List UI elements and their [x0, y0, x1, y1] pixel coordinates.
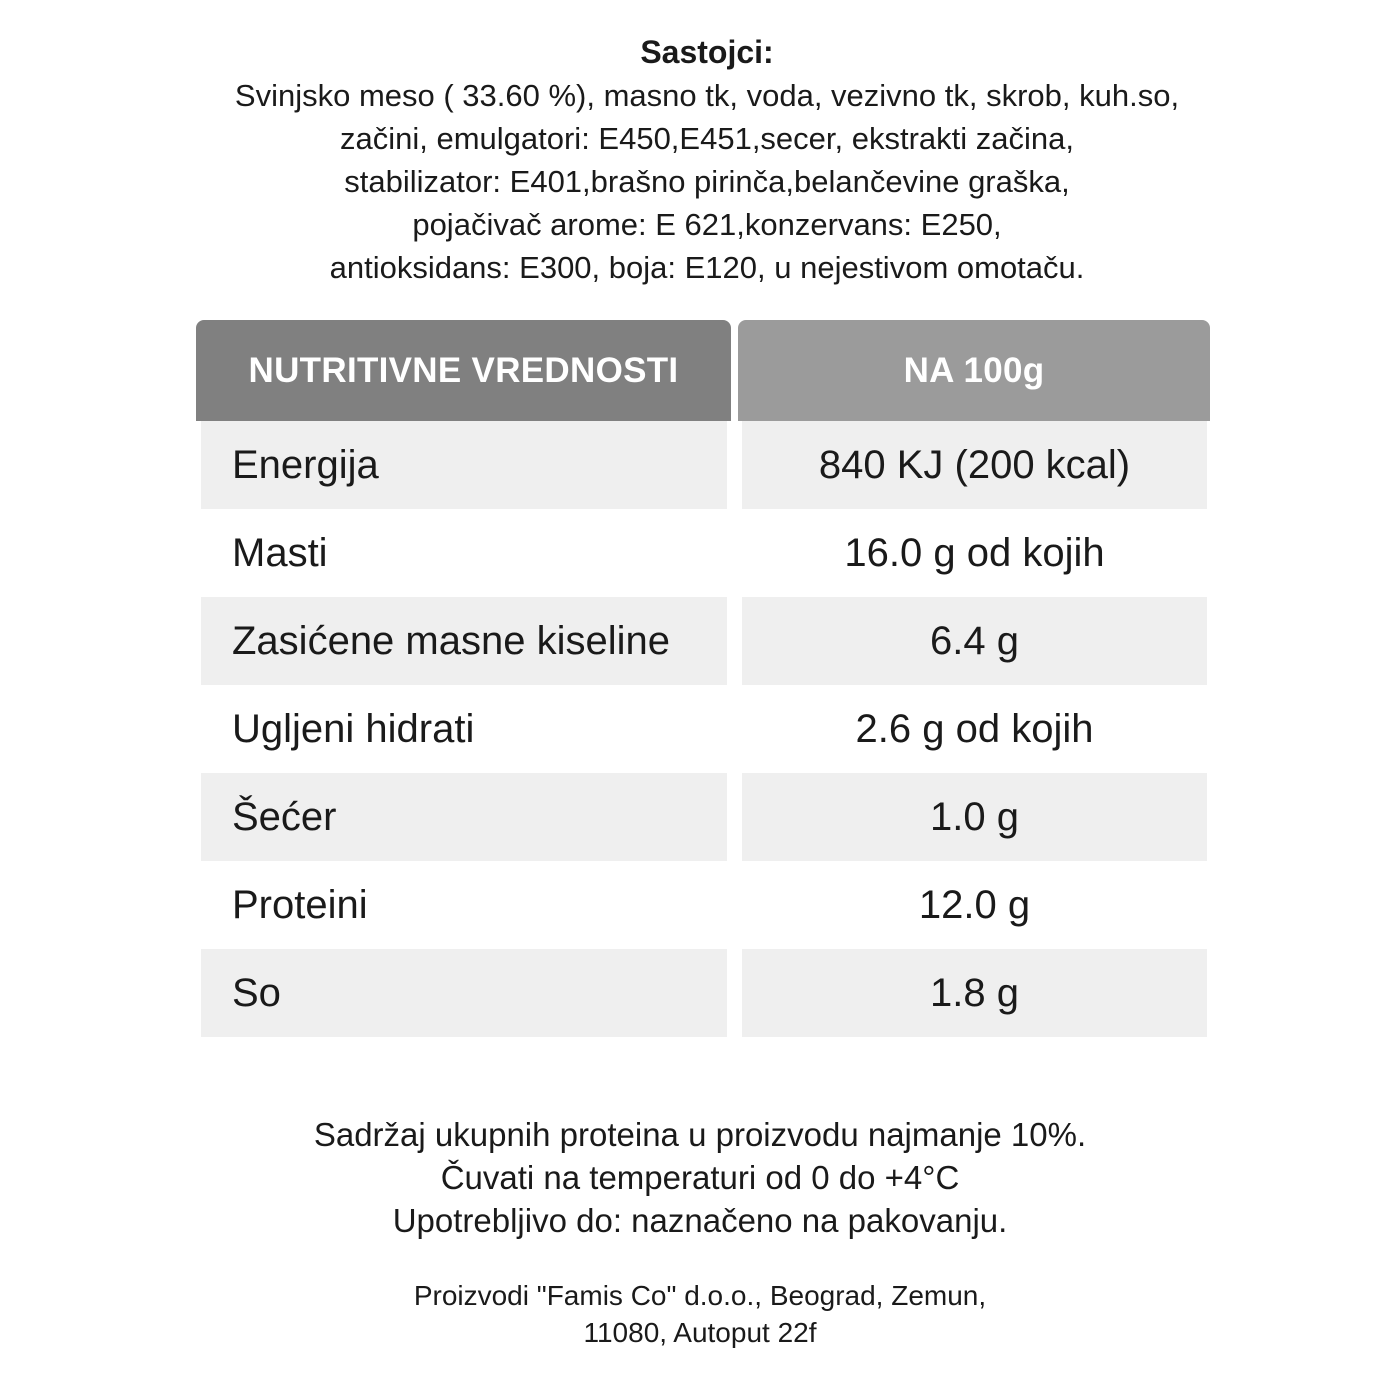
- row-label: So: [201, 949, 727, 1037]
- producer-address: 11080, Autoput 22f: [583, 1317, 817, 1348]
- header-label-cell: NUTRITIVNE VREDNOSTI: [196, 320, 731, 421]
- row-label: Zasićene masne kiseline: [201, 597, 727, 685]
- row-value: 1.8 g: [742, 949, 1207, 1037]
- ingredients-line: stabilizator: E401,brašno pirinča,belančevine graška,: [344, 164, 1070, 199]
- row-label: Energija: [201, 421, 727, 509]
- best-before-note: Upotrebljivo do: naznačeno na pakovanju.: [392, 1202, 1008, 1239]
- ingredients-line: pojačivač arome: E 621,konzervans: E250,: [412, 207, 1002, 242]
- row-value: 12.0 g: [918, 882, 1031, 927]
- row-label: Proteini: [232, 882, 368, 927]
- header-value-cell: NA 100g: [738, 320, 1210, 421]
- ingredients-title: Sastojci:: [640, 34, 774, 70]
- row-label: Masti: [232, 530, 328, 575]
- row-value: 6.4 g: [742, 597, 1207, 685]
- ingredients-line: začini, emulgatori: E450,E451,secer, ekstrakti začina,: [339, 121, 1075, 156]
- table-row-zasicene: [196, 597, 1210, 685]
- row-label: Ugljeni hidrati: [232, 706, 475, 751]
- producer-info: [0, 1277, 1400, 1351]
- row-value: 2.6 g od kojih: [855, 706, 1094, 751]
- producer-line: Proizvodi "Famis Co" d.o.o., Beograd, Zemun,: [413, 1280, 987, 1311]
- ingredients-section: [0, 30, 1400, 289]
- table-row-masti: [196, 509, 1210, 597]
- ingredients-line: Svinjsko meso ( 33.60 %), masno tk, voda, vezivno tk, skrob, kuh.so,: [234, 78, 1180, 113]
- row-value: 1.0 g: [742, 773, 1207, 861]
- row-label: Šećer: [201, 773, 727, 861]
- table-row-proteini: [196, 861, 1210, 949]
- table-row-ugljeni-hidrati: [196, 685, 1210, 773]
- row-value: 16.0 g od kojih: [844, 530, 1105, 575]
- row-value: 840 KJ (200 kcal): [742, 421, 1207, 509]
- storage-notes: [0, 1113, 1400, 1242]
- table-row-secer: [196, 773, 1210, 861]
- table-header: [196, 320, 1210, 421]
- protein-content-note: Sadržaj ukupnih proteina u proizvodu najmanje 10%.: [313, 1116, 1087, 1153]
- table-row-so: [196, 949, 1210, 1037]
- storage-temperature-note: Čuvati na temperaturi od 0 do +4°C: [440, 1159, 960, 1196]
- nutrition-table: [196, 320, 1210, 1037]
- ingredients-line: antioksidans: E300, boja: E120, u nejestivom omotaču.: [329, 250, 1085, 285]
- table-row-energija: [196, 421, 1210, 509]
